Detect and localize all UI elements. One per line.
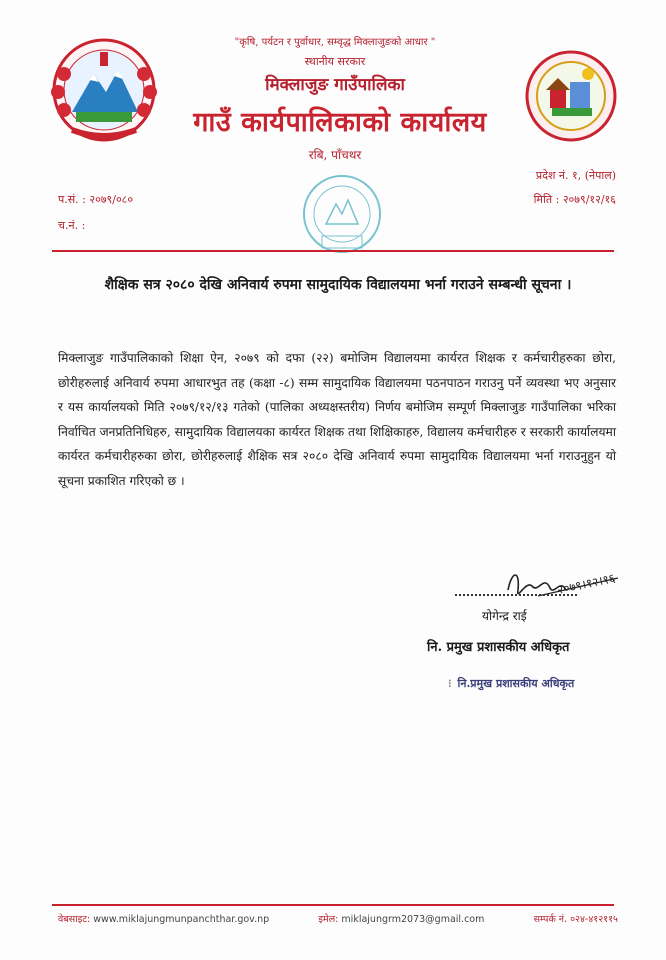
- footer-phone: [534, 912, 618, 925]
- handwritten-signature: [498, 560, 638, 610]
- local-government-label: स्थानीय सरकार: [304, 55, 366, 68]
- footer-website: [58, 912, 269, 925]
- designation-stamp: [448, 676, 574, 691]
- website-label: वेबसाइट:: [58, 914, 91, 925]
- header-divider: [52, 250, 614, 252]
- signature-line: [455, 594, 577, 596]
- phone-number: ०२४-४१२११५: [570, 914, 618, 925]
- office-address: रबि, पाँचथर: [308, 148, 362, 162]
- office-seal-icon: [300, 170, 384, 260]
- signer-title: नि. प्रमुख प्रशासकीय अधिकृत: [427, 640, 570, 655]
- stamp-mark-icon: ⁝: [448, 677, 452, 690]
- footer-divider: [52, 904, 614, 906]
- nepal-emblem-icon: [44, 34, 164, 146]
- notice-subject: शैक्षिक सत्र २०८० देखि अनिवार्य रुपमा सामुदायिक विद्यालयमा भर्ना गराउने सम्बन्धी सूचना ।: [104, 277, 572, 293]
- letter-date: मिति : २०७९/१२/१६: [533, 193, 616, 206]
- phone-label: सम्पर्क नं.: [533, 914, 568, 925]
- municipality-logo-icon: [524, 40, 618, 152]
- reference-number: प.सं. : २०७९/०८०: [58, 193, 134, 206]
- province-label: प्रदेश नं. १, (नेपाल): [535, 169, 616, 182]
- signer-name: योगेन्द्र राई: [482, 609, 527, 623]
- email-label: इमेल:: [318, 914, 339, 925]
- office-title: गाउँ कार्यपालिकाको कार्यालय: [193, 107, 487, 138]
- email-link[interactable]: miklajungrm2073@gmail.com: [341, 914, 485, 925]
- footer-email: [318, 912, 484, 925]
- motto: "कृषि, पर्यटन र पुर्वाधार, सम्वृद्ध मिक्लाजुङको आधार ": [234, 37, 436, 48]
- designation-stamp-text: नि.प्रमुख प्रशासकीय अधिकृत: [457, 677, 575, 690]
- notice-body: मिक्लाजुङ गाउँपालिकाको शिक्षा ऐन, २०७९ को दफा (२२) बमोजिम विद्यालयमा कार्यरत शिक्षक र कर्मचारीहरुका छोरा, छोरीहरुलाई अनिवार्य रुपमा आधारभुत तह (कक्षा -८) सम्म सामुदायिक विद्यालयमा पठनपाठन गराउनु पर्ने व्यवस्था भए अनुसार र यस कार्यालयको मिति २०७९/१२/१३ गतेको (पालिका अध्यक्षस्तरीय) निर्णय बमोजिम सम्पूर्ण मिक्लाजुङ गाउँपालिका भरिका निर्वाचित जनप्रतिनिधिहरु, सामुदायिक विद्यालयका कार्यरत शिक्षक तथा शिक्षिकाहरु, विद्यालय कर्मचारीहरु र सरकारी कार्यालयमा कार्यरत कर्मचारीहरुका छोरा, छोरीहरुलाई शैक्षिक सत्र २०८० देखि अनिवार्य रुपमा सामुदायिक विद्यालयमा भर्ना गराउनुहुन यो सूचना प्रकाशित गरिएको छ ।: [58, 351, 616, 488]
- website-link[interactable]: www.miklajungmunpanchthar.gov.np: [93, 914, 270, 925]
- footer: [58, 912, 618, 925]
- dispatch-number: च.नं. :: [58, 219, 86, 232]
- signature-date: २०७९।१२।१६: [555, 570, 617, 597]
- municipality-name: मिक्लाजुङ गाउँपालिका: [265, 75, 405, 95]
